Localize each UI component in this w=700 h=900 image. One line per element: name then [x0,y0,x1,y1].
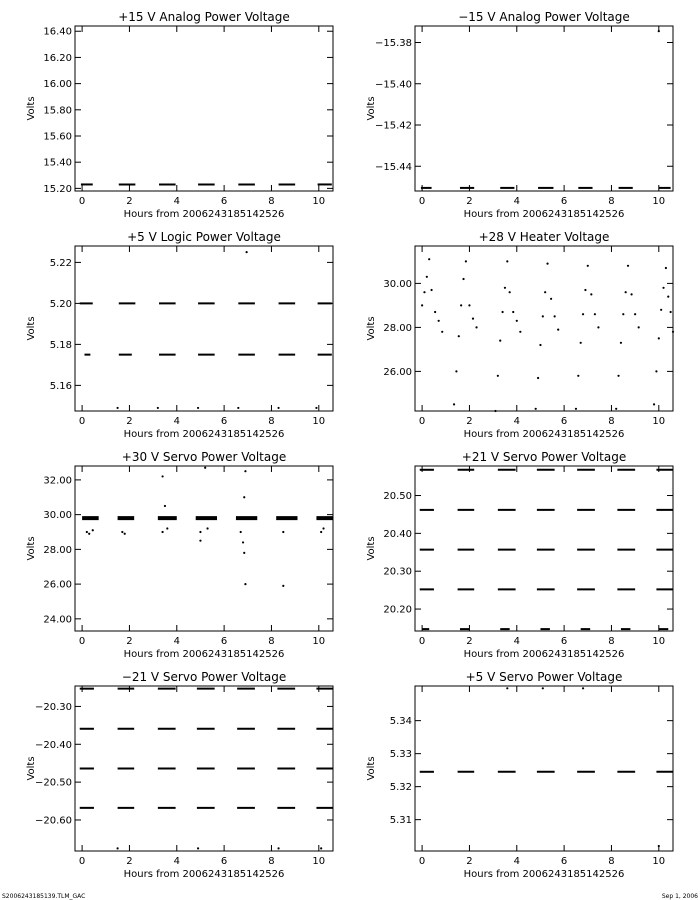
data-point [315,407,317,409]
x-tick-label: 2 [126,856,133,867]
y-tick-label: 24.00 [43,614,72,626]
data-point [453,403,455,405]
x-tick-label: 8 [268,416,275,427]
data-point [506,687,508,689]
y-axis-label: Volts [366,316,377,341]
y-tick-label: 5.33 [389,749,412,761]
x-axis-label: Hours from 2006243185142526 [463,429,625,440]
x-tick-label: 10 [312,196,326,207]
y-tick-label: −20.60 [34,815,72,827]
data-point [575,408,577,410]
data-point [494,410,496,412]
data-point [634,313,636,315]
x-tick-label: 2 [466,636,473,647]
data-point [667,296,669,298]
y-tick-label: 30.00 [43,510,72,522]
data-point [426,276,428,278]
chart-panel-5 [26,450,333,660]
data-point [282,585,284,587]
data-point [546,263,548,265]
x-axis-label: Hours from 2006243185142526 [123,649,285,660]
data-point [590,293,592,295]
y-tick-label: 15.80 [43,105,72,117]
x-tick-label: 4 [513,196,520,207]
data-point [161,475,163,477]
y-tick-label: −20.50 [34,777,72,789]
data-point [653,403,655,405]
data-point [504,287,506,289]
plot-frame [415,466,673,631]
data-point [630,293,632,295]
y-tick-label: −15.38 [374,38,412,49]
data-point [670,311,672,313]
data-point [441,331,443,333]
x-tick-label: 2 [126,416,133,427]
x-tick-label: 0 [418,416,426,427]
y-tick-label: 20.30 [383,566,412,578]
chart-title: +5 V Logic Power Voltage [127,230,281,244]
y-axis-label: Volts [366,96,377,121]
y-tick-label: 5.32 [389,782,412,794]
data-point [157,407,159,409]
data-point [423,291,425,293]
data-point [535,408,537,410]
x-axis-label: Hours from 2006243185142526 [463,209,625,220]
data-point [86,531,88,533]
data-point [320,847,322,849]
y-axis-label: Volts [26,96,37,121]
plot-frame [415,686,673,851]
y-tick-label: 28.00 [43,544,72,556]
y-axis-label: Volts [26,316,37,341]
y-tick-label: −20.30 [34,701,72,713]
x-tick-label: 4 [513,416,520,427]
chart-panel-4 [366,230,674,440]
x-tick-label: 4 [513,636,520,647]
data-point [282,531,284,533]
data-point [544,291,546,293]
data-point [206,527,208,529]
data-point [662,287,664,289]
x-tick-label: 6 [560,856,568,867]
data-point [237,407,239,409]
data-point [92,529,94,531]
data-point [117,847,119,849]
x-tick-label: 10 [312,856,326,867]
x-tick-label: 0 [78,636,86,647]
data-point [244,583,246,585]
y-tick-label: 26.00 [383,366,412,378]
data-point [88,533,90,535]
data-point [638,326,640,328]
data-point [672,331,674,333]
data-point [658,845,660,847]
data-point [242,541,244,543]
y-tick-label: 20.20 [383,604,412,616]
data-point [460,304,462,306]
data-point [499,340,501,342]
data-point [519,331,521,333]
x-tick-label: 2 [466,196,473,207]
x-tick-label: 10 [652,416,666,427]
chart-panel-1 [26,10,333,220]
x-tick-label: 4 [173,196,180,207]
chart-panel-7 [26,670,333,880]
y-tick-label: −20.40 [34,739,72,751]
data-point [124,533,126,535]
x-tick-label: 8 [608,196,615,207]
data-point [584,289,586,291]
x-axis-label: Hours from 2006243185142526 [123,209,285,220]
data-point [597,326,599,328]
y-tick-label: −15.42 [374,120,412,132]
y-tick-label: 32.00 [43,475,72,487]
y-tick-label: 20.50 [383,491,412,503]
y-tick-label: 5.34 [389,716,412,728]
chart-panel-3 [26,230,333,440]
data-point [550,298,552,300]
data-point [512,311,514,313]
plot-frame [415,26,673,191]
data-point [117,407,119,409]
data-point [246,251,248,253]
chart-panel-8 [366,670,673,880]
data-point [582,687,584,689]
data-point [557,329,559,331]
x-tick-label: 4 [173,856,180,867]
data-point [660,309,662,311]
y-tick-label: 15.40 [43,157,72,169]
data-point [421,304,423,306]
plot-frame [75,466,333,631]
x-axis-label: Hours from 2006243185142526 [123,429,285,440]
x-tick-label: 0 [418,636,426,647]
data-point [554,315,556,317]
data-point [516,320,518,322]
y-tick-label: 15.60 [43,131,72,143]
data-point [166,527,168,529]
data-point [197,407,199,409]
data-point [655,370,657,372]
data-point [161,531,163,533]
y-tick-label: −15.44 [374,161,412,173]
data-point [243,496,245,498]
data-point [625,291,627,293]
x-tick-label: 8 [608,636,615,647]
y-tick-label: 20.40 [383,528,412,540]
y-axis-label: Volts [26,756,37,781]
data-point [468,304,470,306]
x-tick-label: 10 [652,636,666,647]
data-point [320,531,322,533]
data-point [164,505,166,507]
x-tick-label: 0 [418,856,426,867]
y-tick-label: 5.31 [389,815,412,827]
data-point [430,289,432,291]
data-point [438,320,440,322]
chart-title: +28 V Heater Voltage [478,230,610,244]
x-tick-label: 8 [608,856,615,867]
y-tick-label: 28.00 [383,322,412,334]
data-point [244,470,246,472]
y-axis-label: Volts [366,756,377,781]
chart-panel-2 [366,10,673,220]
data-point [428,258,430,260]
data-point [658,30,660,32]
x-tick-label: 4 [513,856,520,867]
x-tick-label: 2 [466,416,473,427]
data-point [501,311,503,313]
data-point [199,531,201,533]
plot-frame [75,246,333,411]
y-tick-label: 16.00 [43,79,72,91]
data-point [539,344,541,346]
data-point [580,342,582,344]
data-point [322,527,324,529]
data-point [617,375,619,377]
x-tick-label: 0 [78,416,86,427]
y-tick-label: 5.20 [49,298,72,310]
chart-panel-6 [366,450,673,660]
y-tick-label: 5.18 [49,339,72,351]
x-tick-label: 0 [78,856,86,867]
chart-title: +30 V Servo Power Voltage [121,450,287,464]
data-point [434,311,436,313]
data-point [204,467,206,469]
data-point [240,531,242,533]
footer-left: S2006243185139.TLM_GAC [2,893,86,900]
y-tick-label: 5.22 [49,257,72,269]
y-tick-label: 5.16 [49,380,72,392]
data-point [542,687,544,689]
plot-frame [415,246,673,411]
x-tick-label: 2 [126,636,133,647]
y-axis-label: Volts [366,536,377,561]
data-point [594,313,596,315]
x-tick-label: 10 [652,196,666,207]
y-tick-label: 26.00 [43,579,72,591]
data-point [462,278,464,280]
y-tick-label: 16.20 [43,52,72,64]
x-tick-label: 0 [78,196,86,207]
data-point [277,407,279,409]
chart-title: +15 V Analog Power Voltage [118,10,290,24]
x-tick-label: 2 [126,196,133,207]
data-point [615,408,617,410]
x-tick-label: 6 [220,416,228,427]
data-point [475,326,477,328]
x-tick-label: 8 [608,416,615,427]
x-tick-label: 4 [173,636,180,647]
data-point [587,265,589,267]
x-tick-label: 2 [466,856,473,867]
data-point [506,260,508,262]
data-point [622,313,624,315]
x-axis-label: Hours from 2006243185142526 [123,869,285,880]
x-tick-label: 6 [560,196,568,207]
x-axis-label: Hours from 2006243185142526 [463,869,625,880]
x-tick-label: 6 [560,636,568,647]
y-tick-label: −15.40 [374,79,412,91]
data-point [627,265,629,267]
footer-right: Sep 1, 2006 [661,893,698,900]
data-point [509,291,511,293]
x-tick-label: 8 [268,636,275,647]
x-tick-label: 6 [220,196,228,207]
x-tick-label: 10 [652,856,666,867]
data-point [658,337,660,339]
data-point [472,318,474,320]
x-axis-label: Hours from 2006243185142526 [463,649,625,660]
data-point [537,377,539,379]
y-tick-label: 30.00 [383,278,412,290]
x-tick-label: 0 [418,196,426,207]
x-tick-label: 6 [220,636,228,647]
y-tick-label: 15.20 [43,183,72,195]
y-axis-label: Volts [26,536,37,561]
x-tick-label: 6 [560,416,568,427]
data-point [277,847,279,849]
chart-title: +21 V Servo Power Voltage [461,450,627,464]
data-point [620,342,622,344]
chart-title: −21 V Servo Power Voltage [121,670,287,684]
data-point [243,552,245,554]
plot-frame [75,26,333,191]
x-tick-label: 6 [220,856,228,867]
data-point [665,267,667,269]
x-tick-label: 10 [312,636,326,647]
data-point [577,375,579,377]
x-tick-label: 8 [268,856,275,867]
chart-title: −15 V Analog Power Voltage [458,10,630,24]
data-point [542,315,544,317]
data-point [121,531,123,533]
x-tick-label: 4 [173,416,180,427]
data-point [199,540,201,542]
data-point [582,313,584,315]
y-tick-label: 16.40 [43,26,72,38]
data-point [465,260,467,262]
data-point [455,370,457,372]
x-tick-label: 10 [312,416,326,427]
data-point [197,847,199,849]
data-point [497,375,499,377]
x-tick-label: 8 [268,196,275,207]
data-point [458,335,460,337]
chart-title: +5 V Servo Power Voltage [465,670,623,684]
